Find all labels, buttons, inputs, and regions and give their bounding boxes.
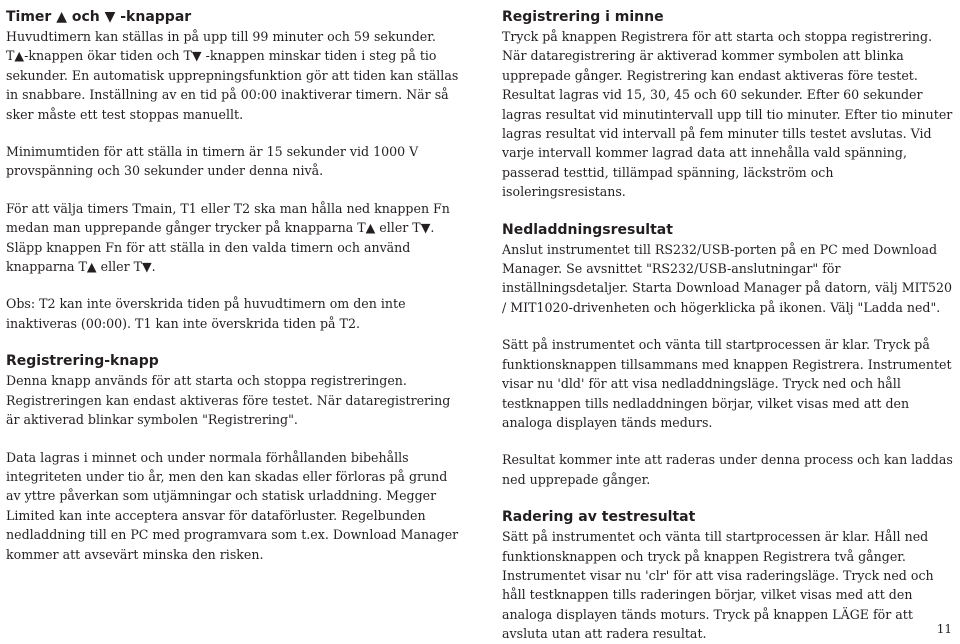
timer-paragraph-3: För att välja timers Tmain, T1 eller T2 ska man hålla ned knappen Fn medan man upprepande gånger trycker på knapparna T▲ eller T▼. Släpp knappen Fn för att ställa in den valda timern och använd knapparna T▲ eller T▼. [6,200,450,275]
download-paragraph-2: Sätt på instrumentet och vänta till startprocessen är klar. Tryck på funktionsknappen tillsammans med knappen Registrera. Instrumentet visar nu 'dld' för att visa nedladdningsläge. Tryck ned och håll testknappen tills nedladdningen börjar, vilket visas med att den analoga displayen tänds medurs. [502,337,952,430]
timer-paragraph-4: Obs: T2 kan inte överskrida tiden på huvudtimern om den inte inaktiveras (00:00). T1 kan inte överskrida tiden på T2. [6,296,406,331]
download-heading: Nedladdningsresultat [502,221,673,238]
record-button-paragraph-2: Data lagras i minnet och under normala förhållanden bibehålls integriteten under tio år, men den kan skadas eller förloras på grund av yttre påverkan som utjämningar och statisk urladdning. Megger Limited kan inte acceptera ansvar för dataförluster. Regelbunden nedladdning till en PC med programvara som t.ex. Download Manager kommer att avsevärt minska den risken. [6,449,459,562]
timer-heading: Timer ▲ och ▼ -knappar [6,9,192,25]
delete-results-heading: Radering av testresultat [502,509,696,526]
right-column [502,7,958,644]
memory-recording-paragraph: Tryck på knappen Registrera för att starta och stoppa registrering. När dataregistrering är aktiverad kommer symbolen att blinka upprepade gånger. Registrering kan endast aktiveras före testet. Resultat lagras vid 15, 30, 45 och 60 sekunder. Efter 60 sekunder lagras resultat vid minutintervall upp till tio minuter. Efter tio minuter lagras resultat vid intervall på fem minuter tills testet avslutas. Vid varje intervall kommer lagrad data att innehålla vald spänning, passerad testtid, tillämpad spänning, läckström och isoleringsresistans. [502,29,953,200]
timer-paragraph-2: Minimumtiden för att ställa in timern är 15 sekunder vid 1000 V provspänning och 30 sekunder under denna nivå. [6,144,419,179]
left-column [6,7,461,564]
timer-paragraph-1: Huvudtimern kan ställas in på upp till 99 minuter och 59 sekunder. T▲-knappen ökar tiden och T▼ -knappen minskar tiden i steg på tio sekunder. En automatisk upprepningsfunktion gör att tiden kan ställas in snabbare. Inställning av en tid på 00:00 inaktiverar timern. När så sker måste ett test stoppas manuellt. [6,29,459,122]
delete-results-paragraph: Sätt på instrumentet och vänta till startprocessen är klar. Håll ned funktionsknappen och tryck på knappen Registrera två gånger. Instrumentet visar nu 'clr' för att visa raderingsläge. Tryck ned och håll testknappen tills raderingen börjar, vilket visas med att den analoga displayen tänds moturs. Tryck på knappen LÄGE för att avsluta utan att radera resultat. [502,529,934,642]
memory-recording-heading: Registrering i minne [502,9,664,25]
download-paragraph-1: Anslut instrumentet till RS232/USB-porten på en PC med Download Manager. Se avsnittet "RS232/USB-anslutningar" för inställningsdetaljer. Starta Download Manager på datorn, välj MIT520 / MIT1020-drivenheten och högerklicka på ikonen. Välj "Ladda ned". [502,241,953,315]
record-button-heading: Registrering-knapp [6,353,159,370]
download-paragraph-3: Resultat kommer inte att raderas under denna process och kan laddas ned upprepade gånger. [502,452,953,487]
record-button-paragraph-1: Denna knapp används för att starta och stoppa registreringen. Registreringen kan endast aktiveras före testet. När dataregistrering är aktiverad blinkar symbolen "Registrering". [6,373,451,428]
page-number: 11 [936,622,952,636]
